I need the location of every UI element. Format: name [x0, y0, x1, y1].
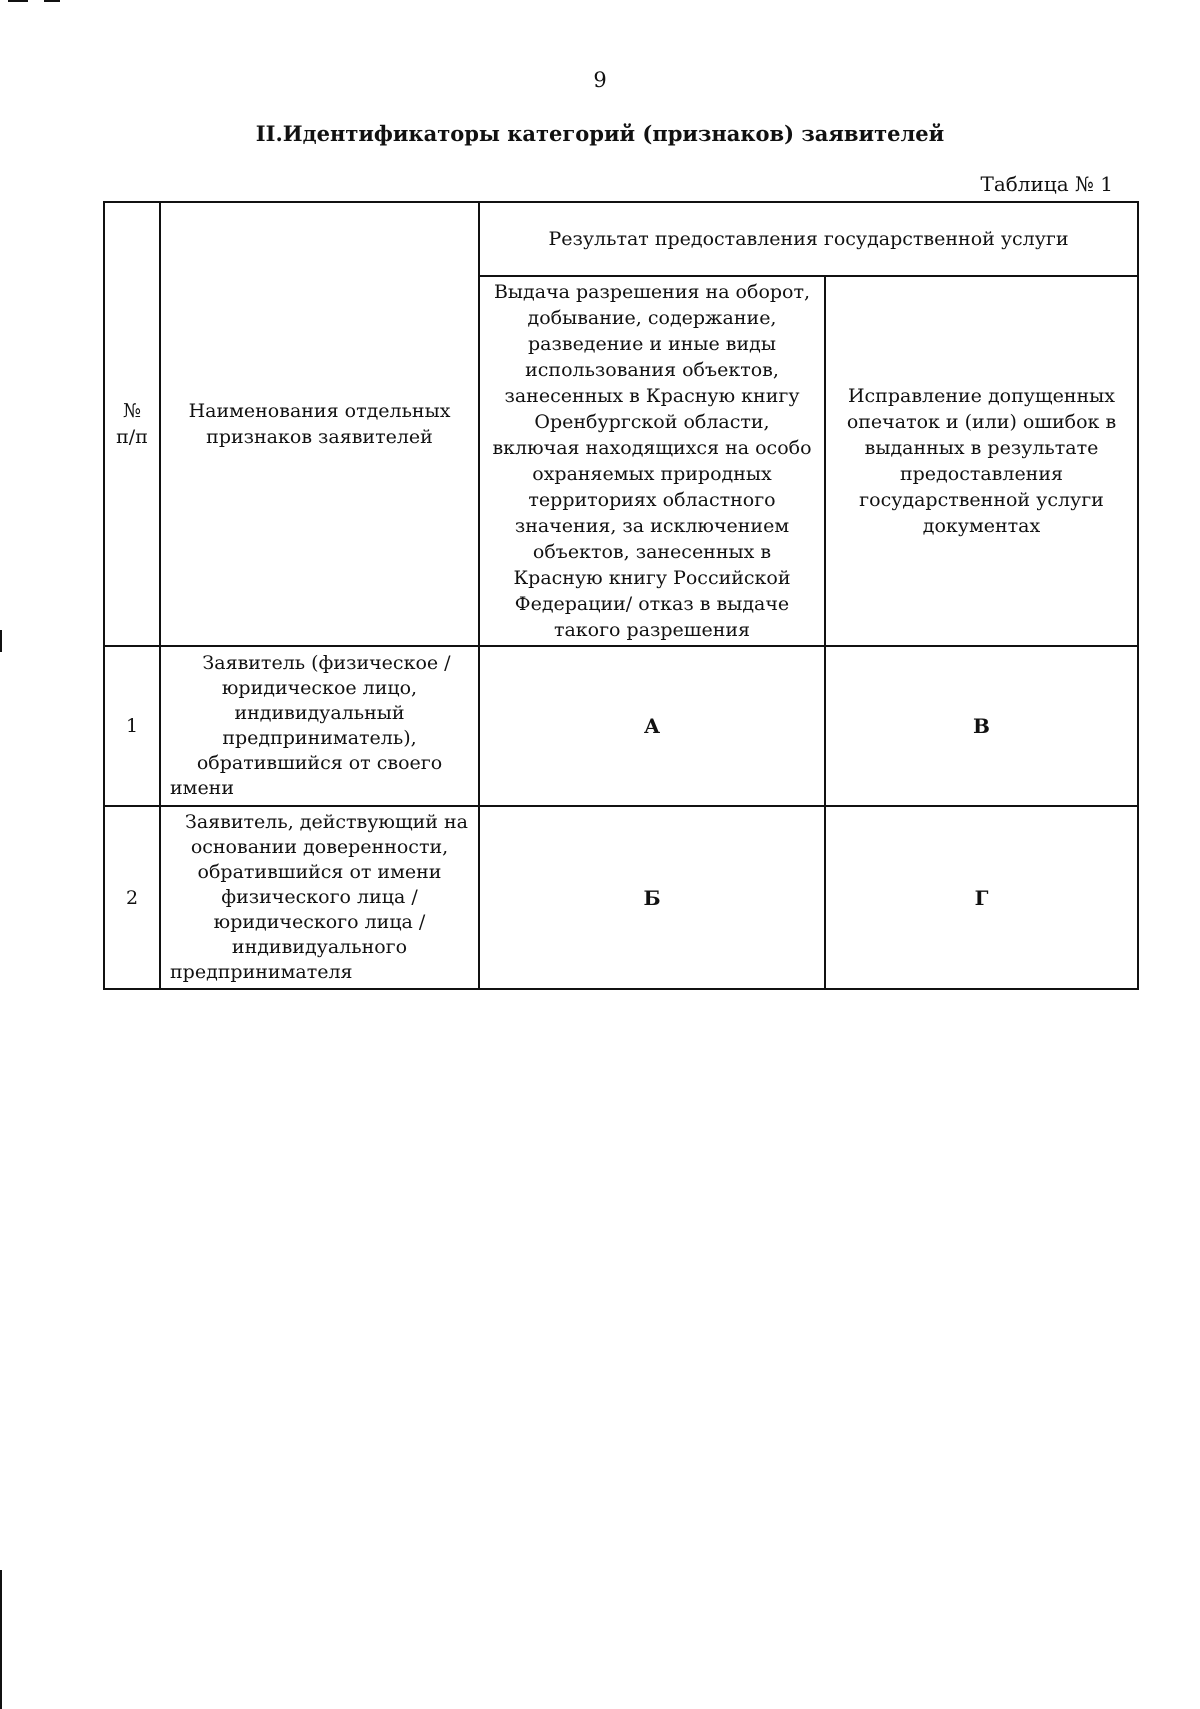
table-caption: Таблица № 1 [980, 172, 1113, 196]
scan-artifact-top-left-2 [44, 0, 60, 2]
header-name: Наименования отдельных признаков заявителей [160, 202, 479, 646]
table-header-row [104, 202, 1138, 276]
scan-artifact-top-left [8, 0, 28, 2]
header-result-correction: Исправление допущенных опечаток и (или) ошибок в выданных в результате предоставления государственной услуги документах [825, 276, 1138, 646]
row-applicant-name: Заявитель, действующий на основании доверенности, обратившийся от имени физического лица / юридического лица / индивидуального предпринимателя [160, 806, 479, 989]
header-result-issue: Выдача разрешения на оборот, добывание, содержание, разведение и иные виды использования объектов, занесенных в Красную книгу Оренбургской области, включая находящихся на особо охраняемых природных территориях областного значения, за исключением объектов, занесенных в Красную книгу Российской Федерации/ отказ в выдаче такого разрешения [479, 276, 825, 646]
table-row [104, 806, 1138, 989]
row-number: 1 [104, 646, 160, 806]
row-applicant-name: Заявитель (физическое /юридическое лицо, индивидуальный предприниматель), обратившийся от своего имени [160, 646, 479, 806]
scan-artifact-left-edge-bottom [0, 1570, 2, 1709]
row-issue-code: А [479, 646, 825, 806]
applicant-categories-table [103, 201, 1139, 990]
row-issue-code: Б [479, 806, 825, 989]
section-title: II.Идентификаторы категорий (признаков) заявителей [255, 121, 945, 146]
header-number: № п/п [104, 202, 160, 646]
header-result: Результат предоставления государственной услуги [479, 202, 1138, 276]
row-correction-code: В [825, 646, 1138, 806]
row-correction-code: Г [825, 806, 1138, 989]
page-number: 9 [593, 68, 607, 92]
row-number: 2 [104, 806, 160, 989]
table-row [104, 646, 1138, 806]
scan-artifact-left-edge [0, 630, 2, 652]
